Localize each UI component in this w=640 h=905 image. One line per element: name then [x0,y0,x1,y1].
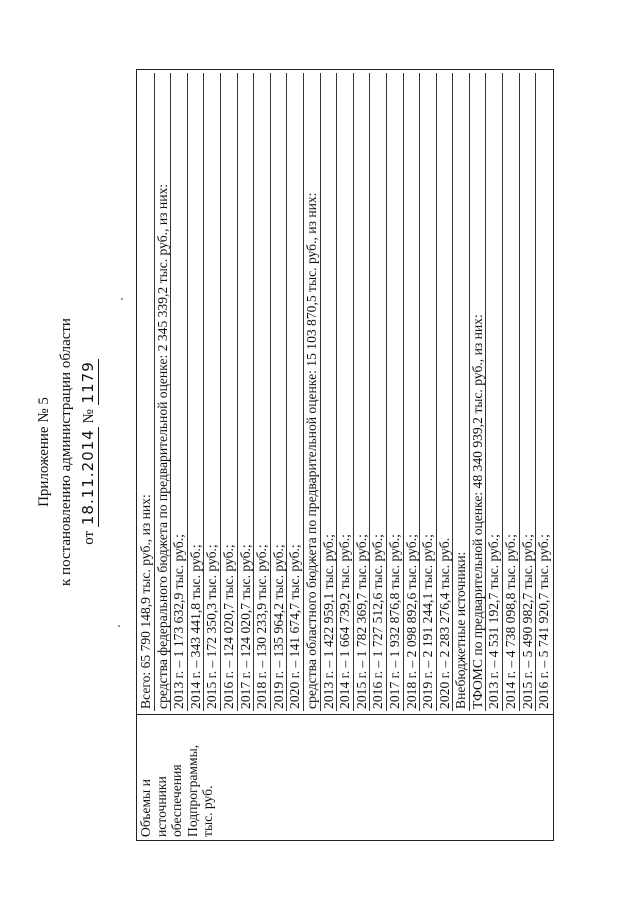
funding-line: 2020 г. – 141 674,7 тыс. руб.; [287,73,304,711]
rotated-page [32,62,552,842]
funding-line: 2017 г. – 1 932 876,8 тыс. руб.; [387,73,404,711]
decree-date-line [78,62,99,842]
funding-line: 2019 г. – 135 964,2 тыс. руб.; [271,73,288,711]
funding-line: Внебюджетные источники: [453,73,470,711]
funding-line: 2015 г. – 5 490 982,7 тыс. руб.; [520,73,537,711]
decree-date: 18.11.2014 [79,429,97,526]
funding-line: 2013 г. – 4 531 192,7 тыс. руб.; [486,73,503,711]
funding-line: 2015 г. – 1 782 369,7 тыс. руб.; [354,73,371,711]
label-line: Подпрограммы, [184,744,200,837]
funding-line: 2013 г. – 1 422 959,1 тыс. руб.; [321,73,338,711]
date-prefix: от [81,530,97,545]
funding-line: Всего: 65 790 148,9 тыс. руб., из них: [138,73,155,711]
appendix-title: Приложение № 5 [36,397,52,507]
label-line: источники [153,776,169,837]
number-prefix: № [81,409,97,424]
label-line: обеспечения [169,764,185,837]
funding-line: 2019 г. – 2 191 244,1 тыс. руб.; [420,73,437,711]
document-header [32,62,122,842]
funding-line: 2013 г. – 1 173 632,9 тыс. руб.; [171,73,188,711]
funding-line: 2020 г. – 2 283 276,4 тыс. руб. [437,73,454,711]
funding-content-cell [137,70,554,715]
funding-line: 2016 г. – 124 020,7 тыс. руб.; [221,73,238,711]
decree-number: 1179 [79,361,97,404]
funding-line: 2016 г. – 1 727 512,6 тыс. руб.; [370,73,387,711]
funding-line: 2017 г. – 124 020,7 тыс. руб.; [238,73,255,711]
funding-line: 2016 г. – 5 741 920,7 тыс. руб.; [536,534,552,709]
funding-line: 2018 г. – 2 098 892,6 тыс. руб.; [404,73,421,711]
funding-line: средства федерального бюджета по предварительной оценке: 2 345 339,2 тыс. руб., из них: [155,73,172,711]
funding-line: 2014 г. – 343 441,8 тыс. руб.; [188,73,205,711]
funding-line: ТФОМС по предварительной оценке: 48 340 939,2 тыс. руб., из них: [470,73,487,711]
funding-line: 2014 г. – 4 738 098,8 тыс. руб.; [503,73,520,711]
funding-line: средства областного бюджета по предварительной оценке: 15 103 870,5 тыс. руб., из них: [304,73,321,711]
label-line: тыс. руб. [200,785,216,837]
funding-table-row [137,70,554,841]
funding-label-cell [137,714,554,840]
funding-table [136,69,554,841]
funding-line: 2018 г. – 130 233,9 тыс. руб.; [254,73,271,711]
label-line: Объемы и [138,779,153,837]
decree-reference: к постановлению администрации области [58,318,74,586]
funding-line: 2014 г. – 1 664 739,2 тыс. руб.; [337,73,354,711]
funding-line: 2015 г. – 172 350,3 тыс. руб.; [204,73,221,711]
